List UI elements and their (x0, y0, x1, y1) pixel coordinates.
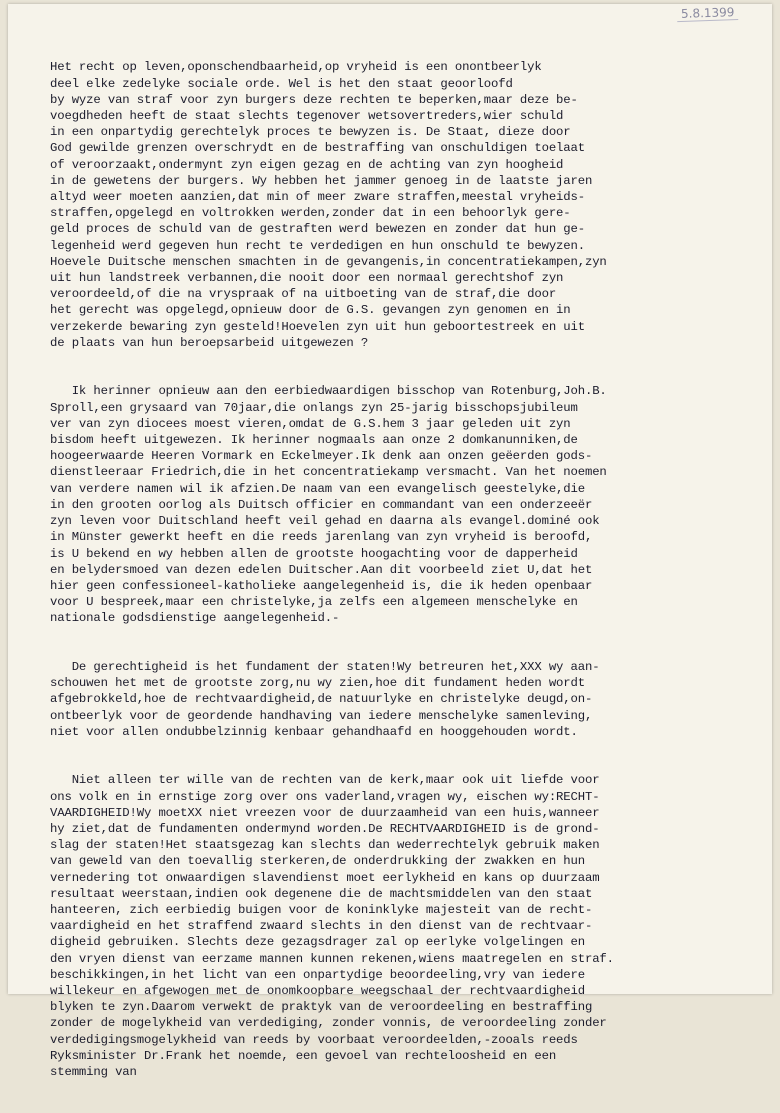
typewritten-page (8, 4, 772, 1079)
paragraph-3: De gerechtigheid is het fundament der staten!Wy betreuren het,XXX wy aan- schouwen het met de grootste zorg,nu wy zien,hoe dit fundament heden wordt afgebrokkeld,hoe de rechtvaardigheid,de natuurlyke en christelyke deugd,on- ontbeerlyk voor de geordende handhaving van iedere menschelyke samenleving, niet voor allen ondubbelzinnig kenbaar gehandhaafd en hooggehouden wordt. (50, 659, 600, 739)
paragraph-1: Het recht op leven,oponschendbaarheid,op vryheid is een onontbeerlyk deel elke zedelyke sociale orde. Wel is het den staat geoorloofd by wyze van straf voor zyn burgers deze rechten te beperken,maar deze be- voegdheden heeft de staat slechts tegenover wetsovertreders,wier schuld in een onpartydig gerechtelyk proces te bewyzen is. De Staat, dieze door God gewilde grenzen overschrydt en de bestraffing van onschuldigen toelaat of veroorzaakt,ondermynt zyn eigen gezag en de achting van zyn hoogheid in de gewetens der burgers. Wy hebben het jammer genoeg in de laatste jaren altyd weer moeten aanzien,dat min of meer zware straffen,meestal vryheids- straffen,opgelegd en voltrokken werden,zonder dat in een behoorlyk gere- geld proces de schuld van de gestraften werd bewezen en zonder dat hun ge- legenheid werd gegeven hun recht te verdedigen en hun onschuld te bewyzen. Hoevele Duitsche menschen smachten in de gevangenis,in concentratiekampen,zyn uit hun landstreek verbannen,die nooit door een normaal gerechtshof zyn veroordeeld,of die na vryspraak of na uitboeting van de straf,die door het gerecht was opgelegd,opnieuw door de G.S. gevangen zyn genomen en in verzekerde bewaring zyn gesteld!Hoevelen zyn uit hun geboortestreek en uit de plaats van hun beroepsarbeid uitgewezen ? (50, 60, 607, 350)
handwritten-date: 5.8.1399 (676, 5, 738, 22)
paragraph-4: Niet alleen ter wille van de rechten van de kerk,maar ook uit liefde voor ons volk en in ernstige zorg over ons vaderland,vragen wy, eischen wy:RECHT- VAARDIGHEID!Wy moetXX niet vreezen voor de duurzaamheid van een huis,wanneer hy ziet,dat de fundamenten ondermynd worden.De RECHTVAARDIGHEID is de grond- slag der staten!Het staatsgezag kan slechts dan wederrechtelyk gebruik maken van geweld van den toevallig sterkeren,de onderdrukking der zwakken en hun vernedering tot onwaardigen slavendienst moet eerlykheid en kans op duurzaam resultaat weerstaan,indien ook degenene die de machtsmiddelen van den staat hanteeren, zich eerbiedig buigen voor de koninklyke majesteit van de recht- vaardigheid en het straffend zwaard slechts in den dienst van de rechtvaar- digheid gebruiken. Slechts deze gezagsdrager zal op eerlyke volgelingen en den vryen dienst van eerzame mannen kunnen rekenen,wiens maatregelen en straf. beschikkingen,in het licht van een onpartydige beoordeeling,vry van iedere willekeur en afgewogen met de onomkoopbare weegschaal der rechtvaardigheid blyken te zyn.Daarom verwekt de praktyk van de veroordeeling en bestraffing zonder de mogelykheid van verdediging, zonder vonnis, de veroordeeling zonder verdedigingsmogelykheid van reeds by voorbaat veroordeelden,-zooals reeds Ryksminister Dr.Frank het noemde, een gevoel van rechteloosheid en een stemming van (50, 773, 614, 1079)
paragraph-2: Ik herinner opnieuw aan den eerbiedwaardigen bisschop van Rotenburg,Joh.B. Sproll,een grysaard van 70jaar,die onlangs zyn 25-jarig bisschopsjubileum ver van zyn diocees moest vieren,omdat de G.S.hem 3 jaar geleden uit zyn bisdom heeft uitgewezen. Ik herinner nogmaals aan onze 2 domkanunniken,de hoogeerwaarde Heeren Vormark en Eckelmeyer.Ik denk aan onzen geëerden gods- dienstleeraar Friedrich,die in het concentratiekamp versmacht. Van het noemen van verdere namen wil ik afzien.De naam van een evangelisch geestelyke,die in den grooten oorlog als Duitsch officier en commandant van een onderzeeër zyn leven voor Duitschland heeft veil gehad en daarna als evangel.dominé ook in Münster gewerkt heeft en die reeds jarenlang van zyn vryheid is beroofd, is U bekend en wy hebben allen de grootste hoogachting voor de dapperheid en belydersmoed van dezen edelen Duitscher.Aan dit voorbeeld ziet U,dat het hier geen confessioneel-katholieke aangelegenheid is, die ik heden openbaar voor U bespreek,maar een christelyke,ja zelfs een algemeen menschelyke en nationale godsdienstige aangelegenheid.- (50, 384, 607, 626)
body-text (50, 27, 764, 1113)
